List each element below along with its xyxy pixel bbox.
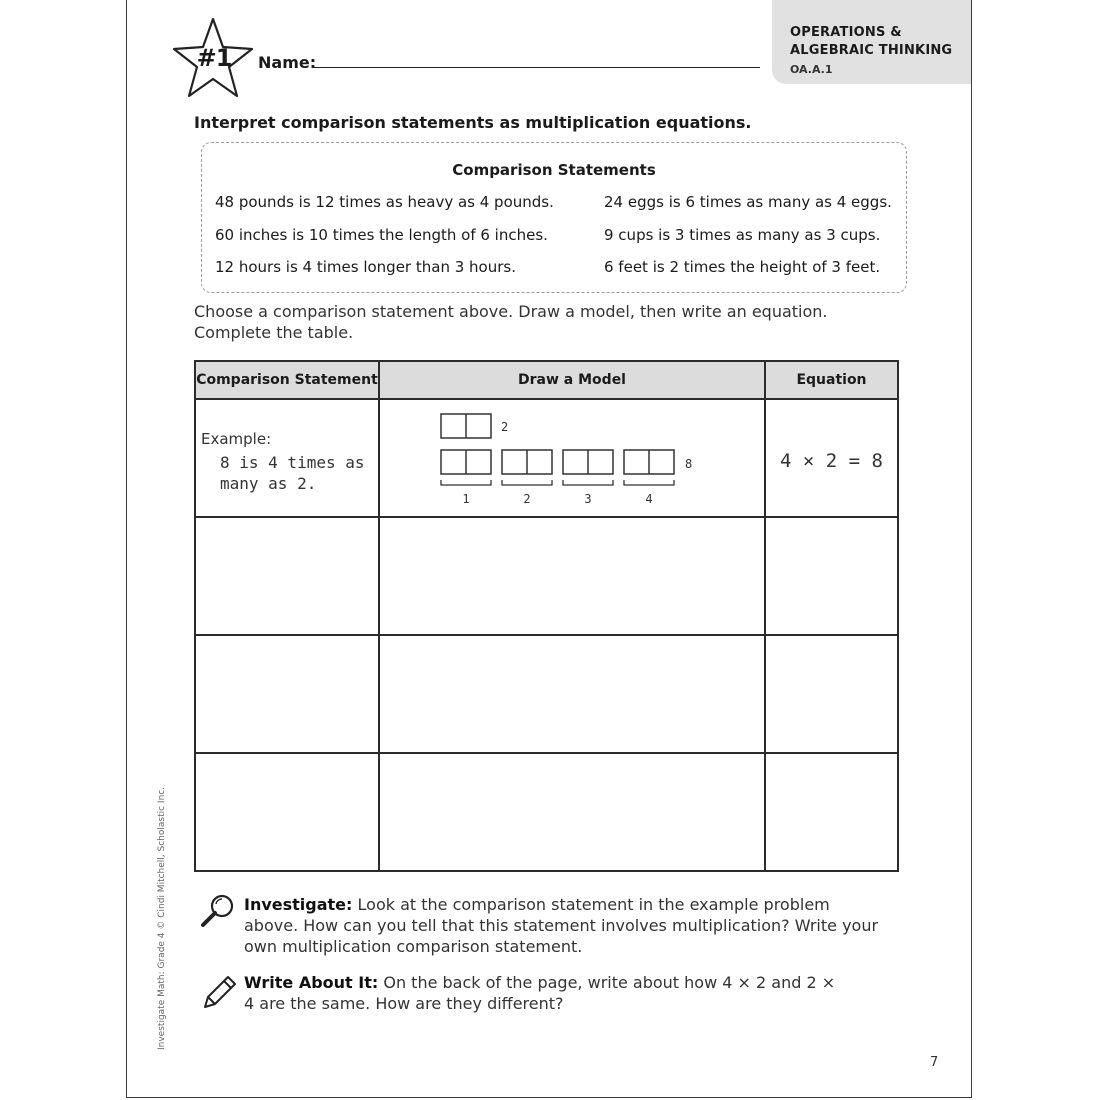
copyright-text: Investigate Math: Grade 4 © Cindi Mitchell, Scholastic Inc. [157, 786, 167, 1050]
instruction-heading: Interpret comparison statements as multiplication equations. [194, 113, 752, 132]
table-row [195, 517, 898, 635]
example-label: Example: [201, 430, 272, 448]
write-about-label: Write About It: [244, 973, 379, 992]
write-about-note [244, 972, 844, 1014]
statement-item: 24 eggs is 6 times as many as 4 eggs. [604, 193, 892, 211]
header-equation: Equation [765, 361, 898, 399]
group-bracket [624, 480, 674, 485]
example-equation: 4 × 2 = 8 [780, 450, 883, 472]
statement-answer-cell[interactable] [195, 635, 379, 753]
example-statement: 8 is 4 times as many as 2. [220, 453, 365, 493]
equation-answer-cell[interactable] [765, 635, 898, 753]
comparison-table [194, 360, 899, 872]
investigate-text: Look at the comparison statement in the example problem above. How can you tell that this statement involves multiplication? Write your own multiplication comparison statement. [244, 895, 879, 956]
statement-item: 6 feet is 2 times the height of 3 feet. [604, 258, 881, 276]
group-number-label: 2 [523, 492, 531, 506]
group-number-label: 4 [645, 492, 653, 506]
example-model-cell [379, 399, 765, 517]
example-row [195, 399, 898, 517]
total-value-label: 8 [685, 457, 693, 471]
example-equation-cell [765, 399, 898, 517]
investigate-label: Investigate: [244, 895, 353, 914]
domain-title-line2: ALGEBRAIC THINKING [790, 43, 953, 58]
name-input-line[interactable] [312, 67, 760, 68]
statement-item: 48 pounds is 12 times as heavy as 4 pounds. [215, 193, 554, 211]
statement-answer-cell[interactable] [195, 753, 379, 871]
page-number: 7 [930, 1055, 939, 1070]
group-bracket [563, 480, 613, 485]
activity-number: #1 [196, 44, 232, 72]
domain-title-line1: OPERATIONS & [790, 25, 902, 40]
equation-answer-cell[interactable] [765, 517, 898, 635]
table-header-row [195, 361, 898, 399]
group-bracket [502, 480, 552, 485]
domain-tab [772, 0, 971, 84]
example-statement-cell [195, 399, 379, 517]
investigate-note [244, 894, 884, 957]
comparison-statements-box [201, 142, 907, 293]
statement-item: 12 hours is 4 times longer than 3 hours. [215, 258, 516, 276]
model-answer-cell[interactable] [379, 517, 765, 635]
table-row [195, 635, 898, 753]
magnifying-glass-icon [200, 892, 238, 928]
group-number-label: 3 [584, 492, 592, 506]
statement-answer-cell[interactable] [195, 517, 379, 635]
group-number-label: 1 [462, 492, 470, 506]
statement-item: 9 cups is 3 times as many as 3 cups. [604, 226, 881, 244]
model-answer-cell[interactable] [379, 753, 765, 871]
header-comparison-statement: Comparison Statement [195, 361, 379, 399]
table-row [195, 753, 898, 871]
name-label: Name: [258, 53, 317, 72]
standard-code: OA.A.1 [790, 63, 833, 76]
write-about-text: On the back of the page, write about how 4 × 2 and 2 × 4 are the same. How are they different? [244, 973, 836, 1013]
group-bracket [441, 480, 491, 485]
equation-answer-cell[interactable] [765, 753, 898, 871]
bar-model [380, 400, 764, 516]
pencil-icon [200, 970, 240, 1010]
domain-title [790, 24, 952, 60]
header-draw-a-model: Draw a Model [379, 361, 765, 399]
statement-item: 60 inches is 10 times the length of 6 inches. [215, 226, 548, 244]
unit-value-label: 2 [501, 420, 509, 434]
directions-text: Choose a comparison statement above. Draw a model, then write an equation. Complete the table. [194, 302, 828, 342]
model-answer-cell[interactable] [379, 635, 765, 753]
statements-title: Comparison Statements [452, 161, 656, 179]
